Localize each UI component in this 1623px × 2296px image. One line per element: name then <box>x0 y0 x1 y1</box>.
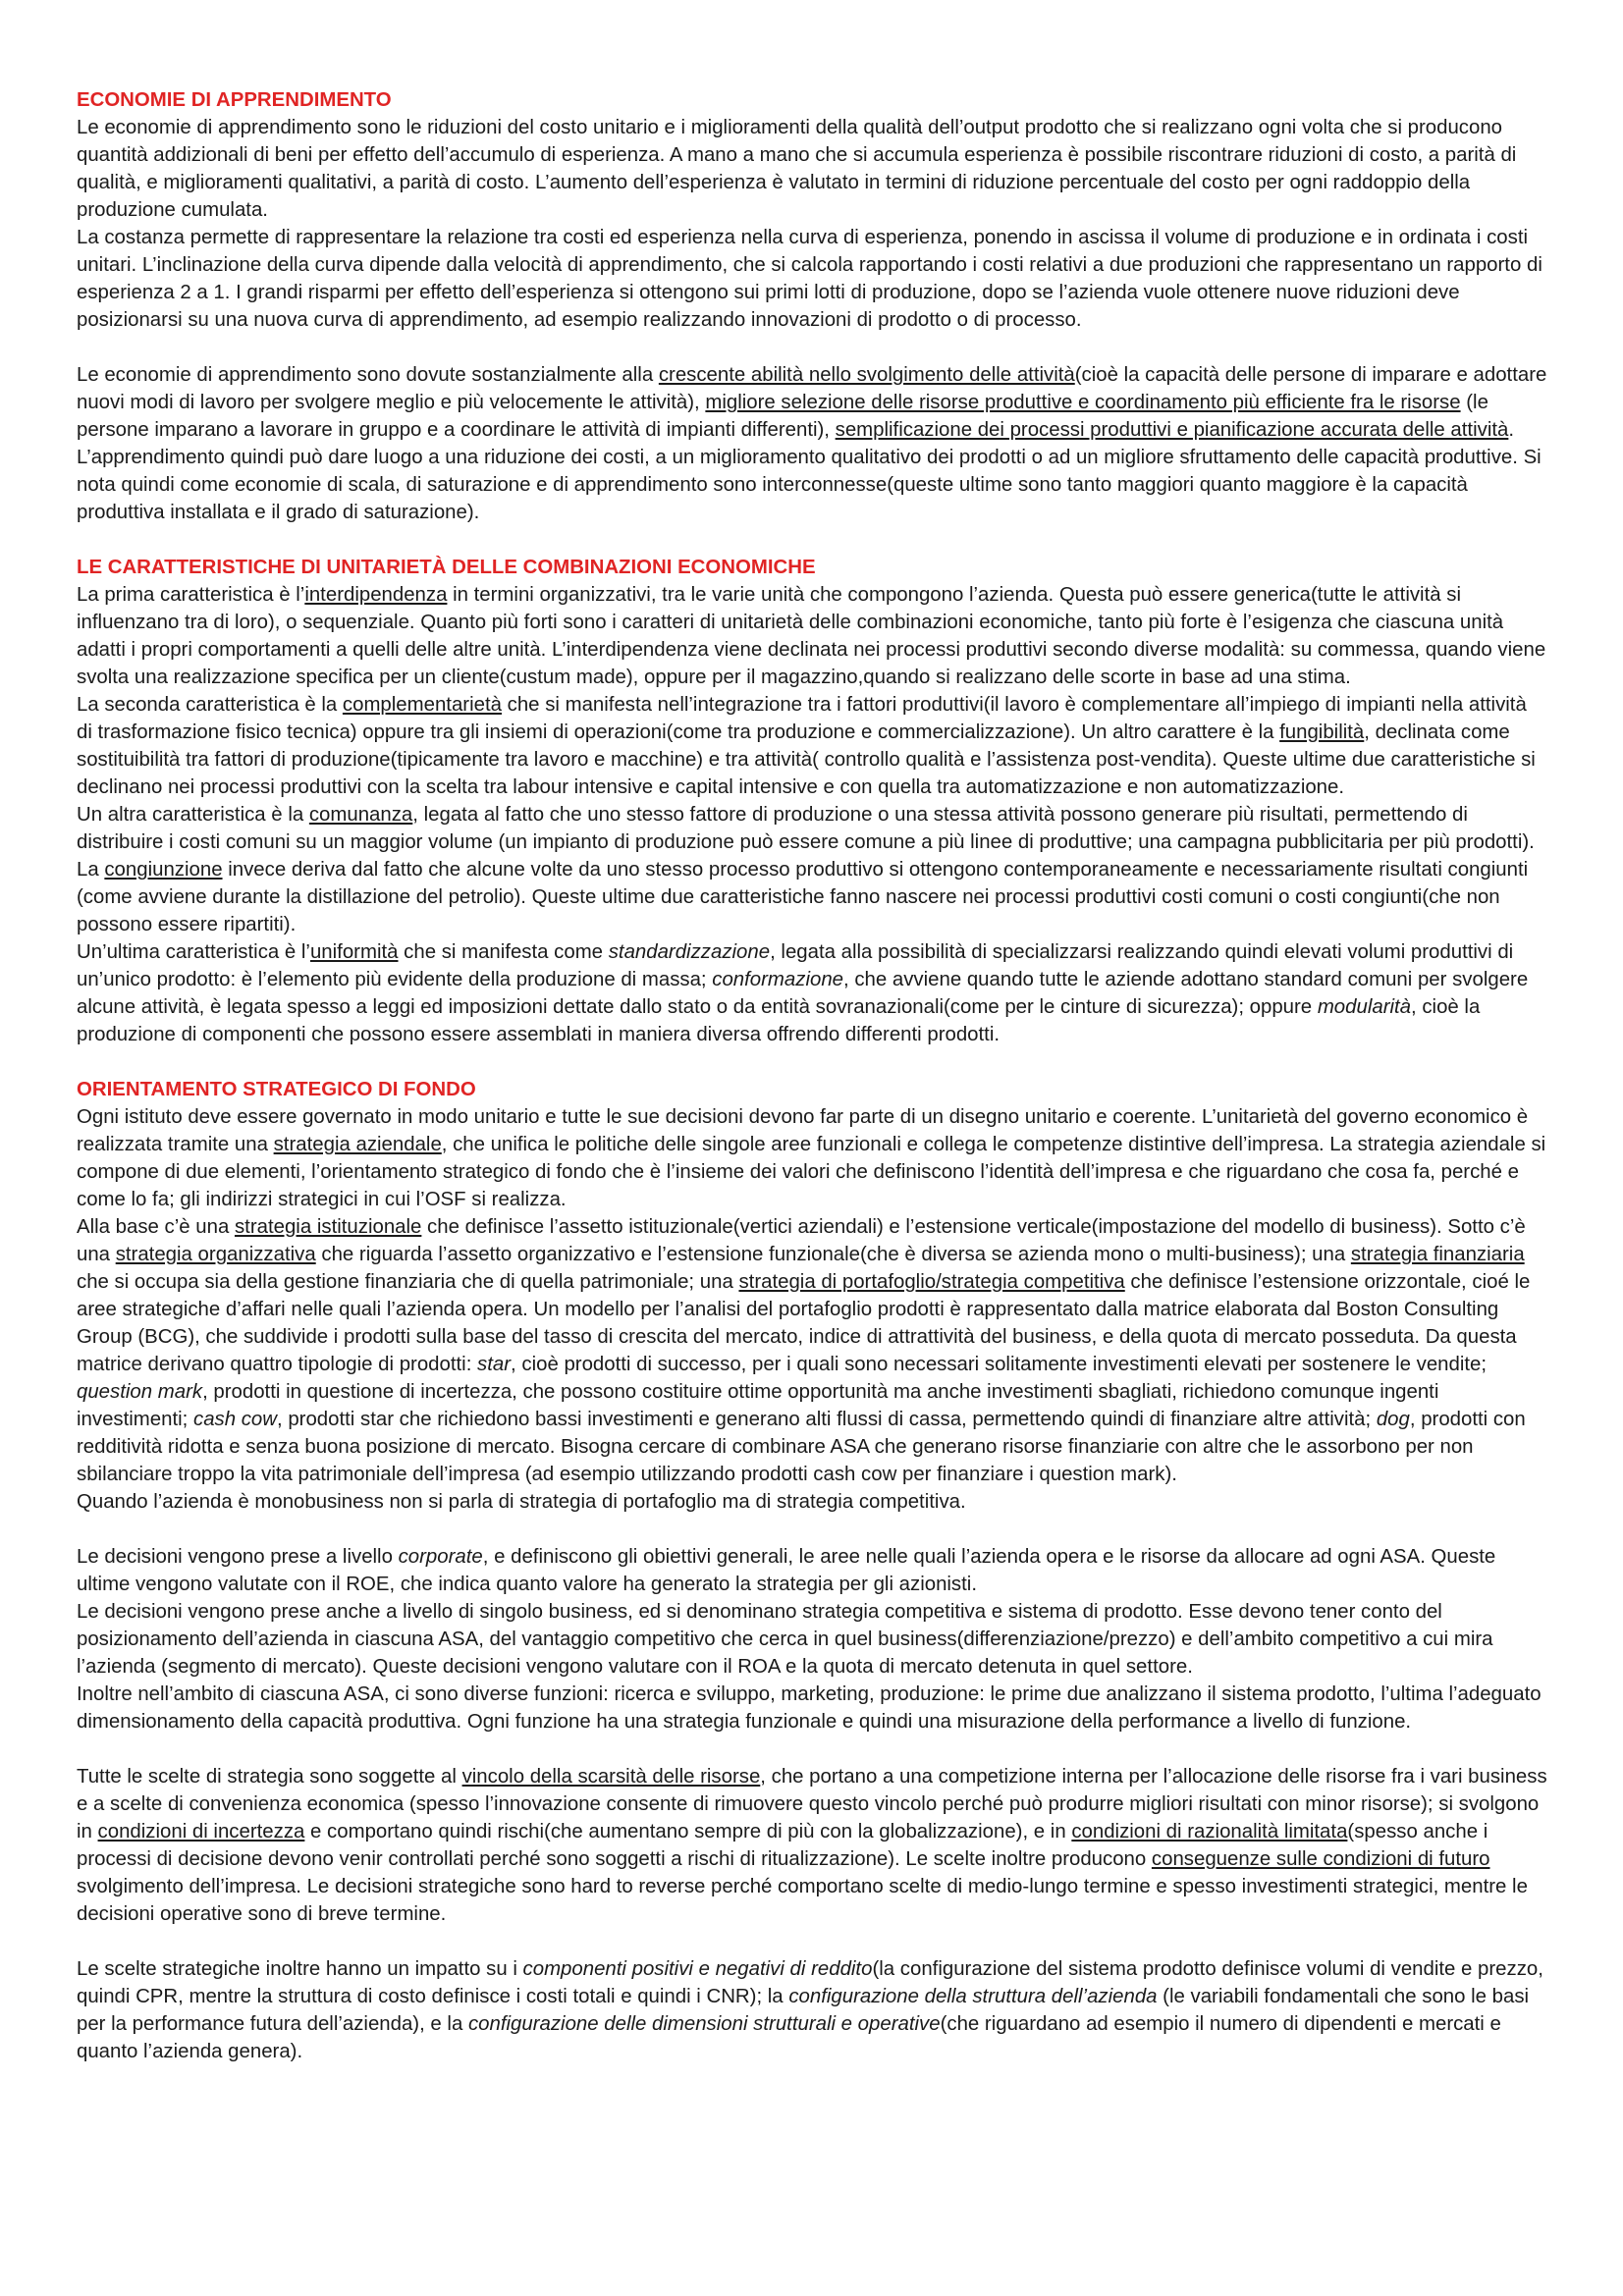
paragraph: Le scelte strategiche inoltre hanno un impatto su i componenti positivi e negativi di reddito(la configurazione del sistema prodotto definisce volumi di vendite e prezzo, quindi CPR, mentre la struttura di costo definisce i costi totali e quindi i CNR); la configurazione della struttura dell’azienda (le variabili fondamentali che sono le basi per la performance futura dell’azienda), e la configurazione delle dimensioni strutturali e operative(che riguardano ad esempio il numero di dipendenti e mercati e quanto l’azienda genera). <box>77 1958 1543 2062</box>
paragraph: La seconda caratteristica è la complementarietà che si manifesta nell’integrazione tra i fattori produttivi(il lavoro è complementare all’impiego di impianti nella attività di trasformazione fisico tecnica) oppure tra gli insiemi di operazioni(come tra produzione e commercializzazione). Un altro carattere è la fungibilità, declinata come sostituibilità tra fattori di produzione(tipicamente tra lavoro e macchine) e tra attività( controllo qualità e l’assistenza post-vendita). Queste ultime due caratteristiche si declinano nei processi produttivi con la scelta tra labour intensive e capital intensive e con quella tra automatizzazione e non automatizzazione. <box>77 694 1536 798</box>
italic-term: conformazione <box>712 969 844 990</box>
paragraph: Un altra caratteristica è la comunanza, legata al fatto che uno stesso fattore di produzione o una stessa attività possono generare più risultati, permettendo di distribuire i costi comuni su un maggior volume (un impianto di produzione può essere comune a più linee di produttive; una campagna pubblicitaria per più prodotti). La congiunzione invece deriva dal fatto che alcune volte da uno stesso processo produttivo si ottengono contemporaneamente e necessariamente risultati congiunti (come avviene durante la distillazione del petrolio). Queste ultime due caratteristiche fanno nascere nei processi produttivi costi comuni o costi congiunti(che non possono essere ripartiti). <box>77 804 1535 935</box>
paragraph-gap <box>77 1048 1547 1076</box>
italic-term: configurazione delle dimensioni strutturali e operative <box>467 2013 941 2035</box>
section-title-economie-apprendimento: ECONOMIE DI APPRENDIMENTO <box>77 89 392 111</box>
underlined-term: crescente abilità nello svolgimento delle attività <box>658 364 1075 386</box>
italic-term: cash cow <box>193 1409 277 1430</box>
paragraph: Un’ultima caratteristica è l’uniformità che si manifesta come standardizzazione, legata alla possibilità di specializzarsi realizzando quindi elevati volumi produttivi di un’unico prodotto: è l’elemento più evidente della produzione di massa; conformazione, che avviene quando tutte le aziende adottano standard comuni per svolgere alcune attività, è legata spesso a leggi ed imposizioni dettate dallo stato o da entità sovranazionali(come per le cinture di sicurezza); oppure modularità, cioè la produzione di componenti che possono essere assemblati in maniera diversa offrendo differenti prodotti. <box>77 941 1529 1045</box>
underlined-term: strategia finanziaria <box>1350 1244 1525 1265</box>
paragraph: Inoltre nell’ambito di ciascuna ASA, ci sono diverse funzioni: ricerca e sviluppo, marketing, produzione: le prime due analizzano il sistema prodotto, l’ultima l’adeguato dimensionamento della capacità produttiva. Ogni funzione ha una strategia funzionale e quindi una misurazione della performance a livello di funzione. <box>77 1683 1542 1733</box>
underlined-term: strategia organizzativa <box>115 1244 316 1265</box>
paragraph: Le economie di apprendimento sono dovute sostanzialmente alla crescente abilità nello svolgimento delle attività(cioè la capacità delle persone di imparare e adottare nuovi modi di lavoro per svolgere meglio e più velocemente le attività), migliore selezione delle risorse produttive e coordinamento più efficiente fra le risorse (le persone imparano a lavorare in gruppo e a coordinare le attività di impianti differenti), semplificazione dei processi produttivi e pianificazione accurata delle attività. <box>77 364 1547 441</box>
underlined-term: fungibilità <box>1279 721 1365 743</box>
section-title-orientamento-strategico: ORIENTAMENTO STRATEGICO DI FONDO <box>77 1079 476 1100</box>
italic-term: corporate <box>398 1546 483 1568</box>
italic-term: dog <box>1376 1409 1410 1430</box>
section-title-unitarieta: LE CARATTERISTICHE DI UNITARIETÀ DELLE COMBINAZIONI ECONOMICHE <box>77 557 816 578</box>
underlined-term: strategia aziendale <box>273 1134 442 1155</box>
underlined-term: conseguenze sulle condizioni di futuro <box>1151 1848 1490 1870</box>
paragraph: La prima caratteristica è l’interdipendenza in termini organizzativi, tra le varie unità che compongono l’azienda. Questa può essere generica(tutte le attività si influenzano tra di loro), o sequenziale. Quanto più forti sono i caratteri di unitarietà delle combinazioni economiche, tanto più forte è l’esigenza che ciascuna unità adatti i propri comportamenti a quelli delle altre unità. L’interdipendenza viene declinata nei processi produttivi secondo diverse modalità: su commessa, quando viene svolta una realizzazione specifica per un cliente(custum made), oppure per il magazzino,quando si realizzano delle scorte in base ad una stima. <box>77 584 1546 688</box>
underlined-term: comunanza <box>308 804 413 826</box>
underlined-term: strategia di portafoglio/strategia competitiva <box>738 1271 1125 1293</box>
paragraph-gap <box>77 1928 1547 1955</box>
underlined-term: migliore selezione delle risorse produttive e coordinamento più efficiente fra le risorse <box>705 392 1461 413</box>
underlined-term: interdipendenza <box>304 584 448 606</box>
paragraph: Le economie di apprendimento sono le riduzioni del costo unitario e i miglioramenti della qualità dell’output prodotto che si realizzano ogni volta che si producono quantità addizionali di beni per effetto dell’accumulo di esperienza. A mano a mano che si accumula esperienza è possibile riscontrare riduzioni di costo, a parità di qualità, e miglioramenti qualitativi, a parità di costo. L’aumento dell’esperienza è valutato in termini di riduzione percentuale del costo per ogni raddoppio della produzione cumulata. <box>77 117 1517 221</box>
paragraph-gap <box>77 1735 1547 1763</box>
paragraph: Le decisioni vengono prese anche a livello di singolo business, ed si denominano strategia competitiva e sistema di prodotto. Esse devono tener conto del posizionamento dell’azienda in ciascuna ASA, del vantaggio competitivo che cerca in quel business(differenziazione/prezzo) e dell’ambito competitivo a cui mira l’azienda (segmento di mercato). Queste decisioni vengono valutare con il ROA e la quota di mercato detenuta in quel settore. <box>77 1601 1493 1678</box>
underlined-term: complementarietà <box>342 694 502 716</box>
italic-term: star <box>477 1354 512 1375</box>
italic-term: modularità <box>1317 996 1412 1018</box>
underlined-term: semplificazione dei processi produttivi e pianificazione accurata delle attività <box>835 419 1509 441</box>
underlined-term: condizioni di incertezza <box>97 1821 305 1842</box>
paragraph: Ogni istituto deve essere governato in modo unitario e tutte le sue decisioni devono far parte di un disegno unitario e coerente. L’unitarietà del governo economico è realizzata tramite una strategia aziendale, che unifica le politiche delle singole aree funzionali e collega le competenze distintive dell’impresa. La strategia aziendale si compone di due elementi, l’orientamento strategico di fondo che è l’insieme dei valori che definiscono l’identità dell’impresa e che riguardano che cosa fa, perché e come lo fa; gli indirizzi strategici in cui l’OSF si realizza. <box>77 1106 1546 1210</box>
italic-term: configurazione della struttura dell’azienda <box>788 1986 1158 2007</box>
paragraph-gap <box>77 334 1547 361</box>
italic-term: standardizzazione <box>608 941 771 963</box>
underlined-term: vincolo della scarsità delle risorse <box>461 1766 761 1788</box>
italic-term: componenti positivi e negativi di reddito <box>522 1958 873 1980</box>
document-page <box>77 86 1547 2065</box>
paragraph-gap <box>77 526 1547 554</box>
paragraph-gap <box>77 1516 1547 1543</box>
underlined-term: strategia istituzionale <box>234 1216 422 1238</box>
underlined-term: condizioni di razionalità limitata <box>1071 1821 1348 1842</box>
paragraph: L’apprendimento quindi può dare luogo a una riduzione dei costi, a un miglioramento qualitativo dei prodotti o ad un migliore sfruttamento delle capacità produttive. Si nota quindi come economie di scala, di saturazione e di apprendimento sono interconnesse(queste ultime sono tanto maggiori quanto maggiore è la capacità produttiva installata e il grado di saturazione). <box>77 447 1542 523</box>
underlined-term: congiunzione <box>104 859 223 881</box>
paragraph: Le decisioni vengono prese a livello corporate, e definiscono gli obiettivi generali, le aree nelle quali l’azienda opera e le risorse da allocare ad ogni ASA. Queste ultime vengono valutate con il ROE, che indica quanto valore ha generato la strategia per gli azionisti. <box>77 1546 1496 1595</box>
paragraph: Tutte le scelte di strategia sono soggette al vincolo della scarsità delle risorse, che portano a una competizione interna per l’allocazione delle risorse fra i vari business e a scelte di convenienza economica (spesso l’innovazione consente di rimuovere questo vincolo perché può produrre migliori risultati con minor risorse); si svolgono in condizioni di incertezza e comportano quindi rischi(che aumentano sempre di più con la globalizzazione), e in condizioni di razionalità limitata(spesso anche i processi di decisione devono venir controllati perché sono soggetti a rischi di ritualizzazione). Le scelte inoltre producono conseguenze sulle condizioni di futuro svolgimento dell’impresa. Le decisioni strategiche sono hard to reverse perché comportano scelte di medio-lungo termine e spesso investimenti strategici, mentre le decisioni operative sono di breve termine. <box>77 1766 1547 1925</box>
underlined-term: uniformità <box>309 941 399 963</box>
italic-term: question mark <box>77 1381 203 1403</box>
paragraph: Alla base c’è una strategia istituzionale che definisce l’assetto istituzionale(vertici aziendali) e l’estensione verticale(impostazione del modello di business). Sotto c’è una strategia organizzativa che riguarda l’assetto organizzativo e l’estensione funzionale(che è diversa se azienda mono o multi-business); una strategia finanziaria che si occupa sia della gestione finanziaria che di quella patrimoniale; una strategia di portafoglio/strategia competitiva che definisce l’estensione orizzontale, cioé le aree strategiche d’affari nelle quali l’azienda opera. Un modello per l’analisi del portafoglio prodotti è rappresentato dalla matrice elaborata dal Boston Consulting Group (BCG), che suddivide i prodotti sulla base del tasso di crescita del mercato, indice di attrattività del business, e della quota di mercato posseduta. Da questa matrice derivano quattro tipologie di prodotti: star, cioè prodotti di successo, per i quali sono necessari solitamente investimenti elevati per sostenere le vendite; question mark, prodotti in questione di incertezza, che possono costituire ottime opportunità ma anche investimenti sbagliati, richiedono comunque ingenti investimenti; cash cow, prodotti star che richiedono bassi investimenti e generano alti flussi di cassa, permettendo quindi di finanziare altre attività; dog, prodotti con redditività ridotta e senza buona posizione di mercato. Bisogna cercare di combinare ASA che generano risorse finanziarie con altre che le assorbono per non sbilanciare troppo la vita patrimoniale dell’impresa (ad esempio utilizzando prodotti cash cow per finanziare i question mark). <box>77 1216 1531 1485</box>
paragraph: Quando l’azienda è monobusiness non si parla di strategia di portafoglio ma di strategia competitiva. <box>77 1491 966 1513</box>
paragraph: La costanza permette di rappresentare la relazione tra costi ed esperienza nella curva di esperienza, ponendo in ascissa il volume di produzione e in ordinata i costi unitari. L’inclinazione della curva dipende dalla velocità di apprendimento, che si calcola rapportando i costi relativi a due produzioni che rappresentano un rapporto di esperienza 2 a 1. I grandi risparmi per effetto dell’esperienza si ottengono sui primi lotti di produzione, dopo se l’azienda vuole ottenere nuove riduzioni deve posizionarsi su una nuova curva di apprendimento, ad esempio realizzando innovazioni di prodotto o di processo. <box>77 227 1542 331</box>
